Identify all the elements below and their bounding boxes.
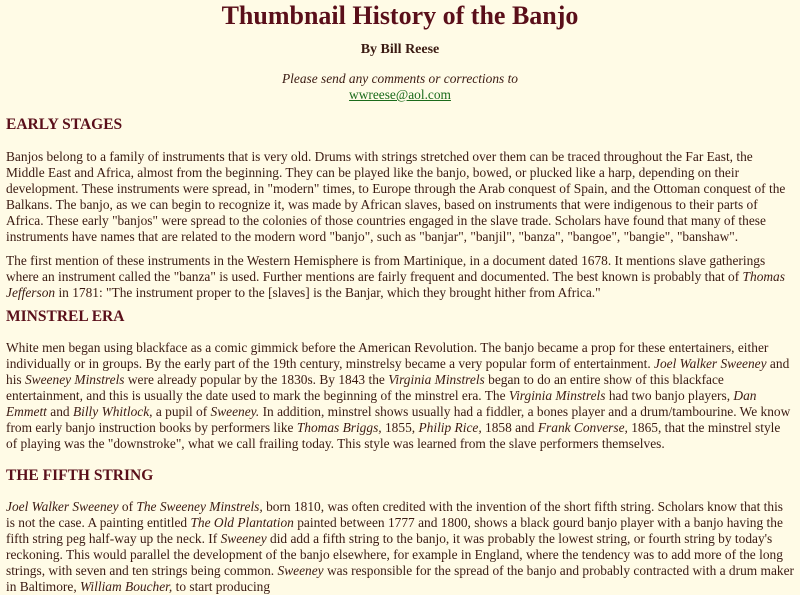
section-heading-early-stages: EARLY STAGES	[6, 116, 794, 134]
paragraph-early-stages-2: The first mention of these instruments in the Western Hemisphere is from Martinique, in a document dated 1678. It mentions slave gatherings where an instrument called the "banza" is used. Further mentions are fairly frequent and documented. The best known is probably that of Thomas Jefferson in 1781: "The instrument proper to the [slaves] is the Banjar, which they brought hither from Africa."	[6, 253, 794, 301]
author-byline: By Bill Reese	[6, 42, 794, 58]
section-heading-minstrel-era: MINSTREL ERA	[6, 308, 794, 326]
contact-request-text: Please send any comments or corrections to	[282, 71, 518, 86]
email-link[interactable]: wwreese@aol.com	[349, 87, 451, 102]
italic-name: Thomas Jefferson	[6, 269, 785, 300]
paragraph-minstrel-era-1: White men began using blackface as a comic gimmick before the American Revolution. The banjo became a prop for these entertainers, either individually or in groups. By the early part of the 19th century, minstrelsy became a very popular form of entertainment. Joel Walker Sweeney and his Sweeney Minstrels were already popular by the 1830s. By 1843 the Virginia Minstrels began to do an entire show of this blackface entertainment, and this is usually the date used to mark the beginning of the minstrel era. The Virginia Minstrels had two banjo players, Dan Emmett and Billy Whitlock, a pupil of Sweeney. In addition, minstrel shows usually had a fiddler, a bones player and a drum/tambourine. We know from early banjo instruction books by performers like Thomas Briggs, 1855, Philip Rice, 1858 and Frank Converse, 1865, that the minstrel style of playing was the "downstroke", what we call frailing today. This style was learned from the slave performers themselves.	[6, 340, 794, 453]
section-heading-fifth-string: THE FIFTH STRING	[6, 467, 794, 485]
page-title: Thumbnail History of the Banjo	[6, 0, 794, 30]
paragraph-early-stages-1: Banjos belong to a family of instruments that is very old. Drums with strings stretched over them can be traced throughout the Far East, the Middle East and Africa, almost from the beginning. They can be played like the banjo, bowed, or plucked like a harp, depending on their development. These instruments were spread, in "modern" times, to Europe through the Arab conquest of Spain, and the Ottoman conquest of the Balkans. The banjo, as we can begin to recognize it, was made by African slaves, based on instruments that were indigenous to their parts of Africa. These early "banjos" were spread to the colonies of those countries engaged in the slave trade. Scholars have found that many of these instruments have names that are related to the modern word "banjo", such as "banjar", "banjil", "banza", "bangoe", "bangie", "banshaw".	[6, 149, 794, 246]
paragraph-fifth-string-1: Joel Walker Sweeney of The Sweeney Minstrels, born 1810, was often credited with the invention of the short fifth string. Scholars know that this is not the case. A painting entitled The Old Plantation painted between 1777 and 1800, shows a black gourd banjo player with a banjo having the fifth string peg half-way up the neck. If Sweeney did add a fifth string to the banjo, it was probably the lowest string, or fourth string by today's reckoning. This would parallel the development of the banjo elsewhere, for example in England, where the tendency was to add more of the long strings, with seven and ten strings being common. Sweeney was responsible for the spread of the banjo and probably contracted with a drum maker in Baltimore, William Boucher, to start producing	[6, 499, 794, 595]
contact-request	[6, 71, 794, 103]
